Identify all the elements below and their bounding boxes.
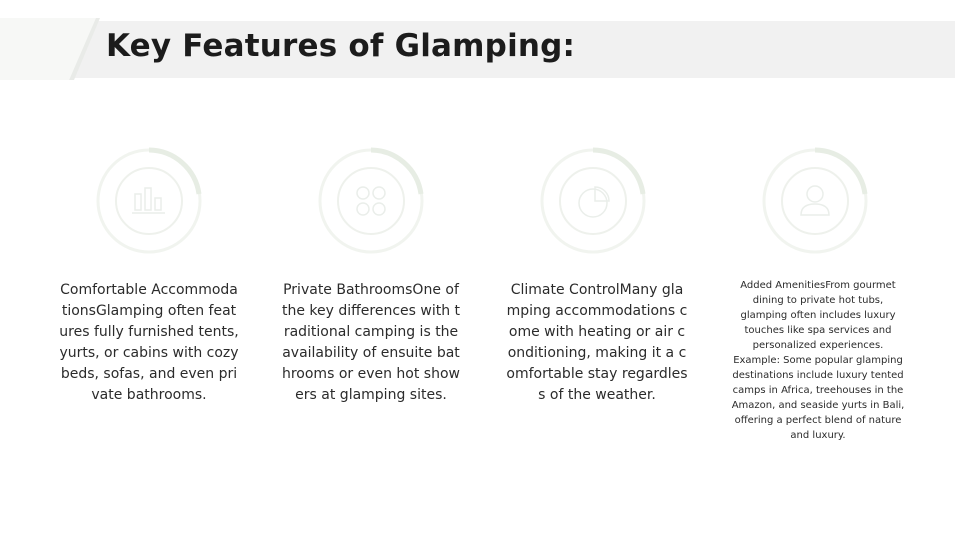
- user-icon: [761, 147, 869, 255]
- bar-chart-icon: [95, 147, 203, 255]
- feature-text-climate-control: Climate ControlMany glamping accommodations come with heating or air conditioning, making it a comfortable stay regardless of the weather.: [506, 282, 688, 403]
- feature-text-private-bathrooms: Private BathroomsOne of the key differences with traditional camping is the availability of ensuite bathrooms or even hot showers at glamping sites.: [281, 282, 461, 403]
- page-title: Key Features of Glamping:: [106, 28, 576, 64]
- feature-text-comfortable-accommodations: Comfortable AccommodationsGlamping often features fully furnished tents, yurts, or cabins with cozy beds, sofas, and even private bathrooms.: [59, 282, 239, 403]
- feature-text-added-amenities: [730, 278, 906, 443]
- pie-chart-icon: [539, 147, 647, 255]
- grid-shapes-icon: [317, 147, 425, 255]
- feature-amenities-text: Added AmenitiesFrom gourmet dining to private hot tubs, glamping often includes luxury touches like spa services and personalized experiences.: [740, 280, 896, 351]
- feature-amenities-example: Example: Some popular glamping destinations include luxury tented camps in Africa, treehouses in the Amazon, and seaside yurts in Bali, offering a perfect blend of nature and luxury.: [731, 355, 905, 441]
